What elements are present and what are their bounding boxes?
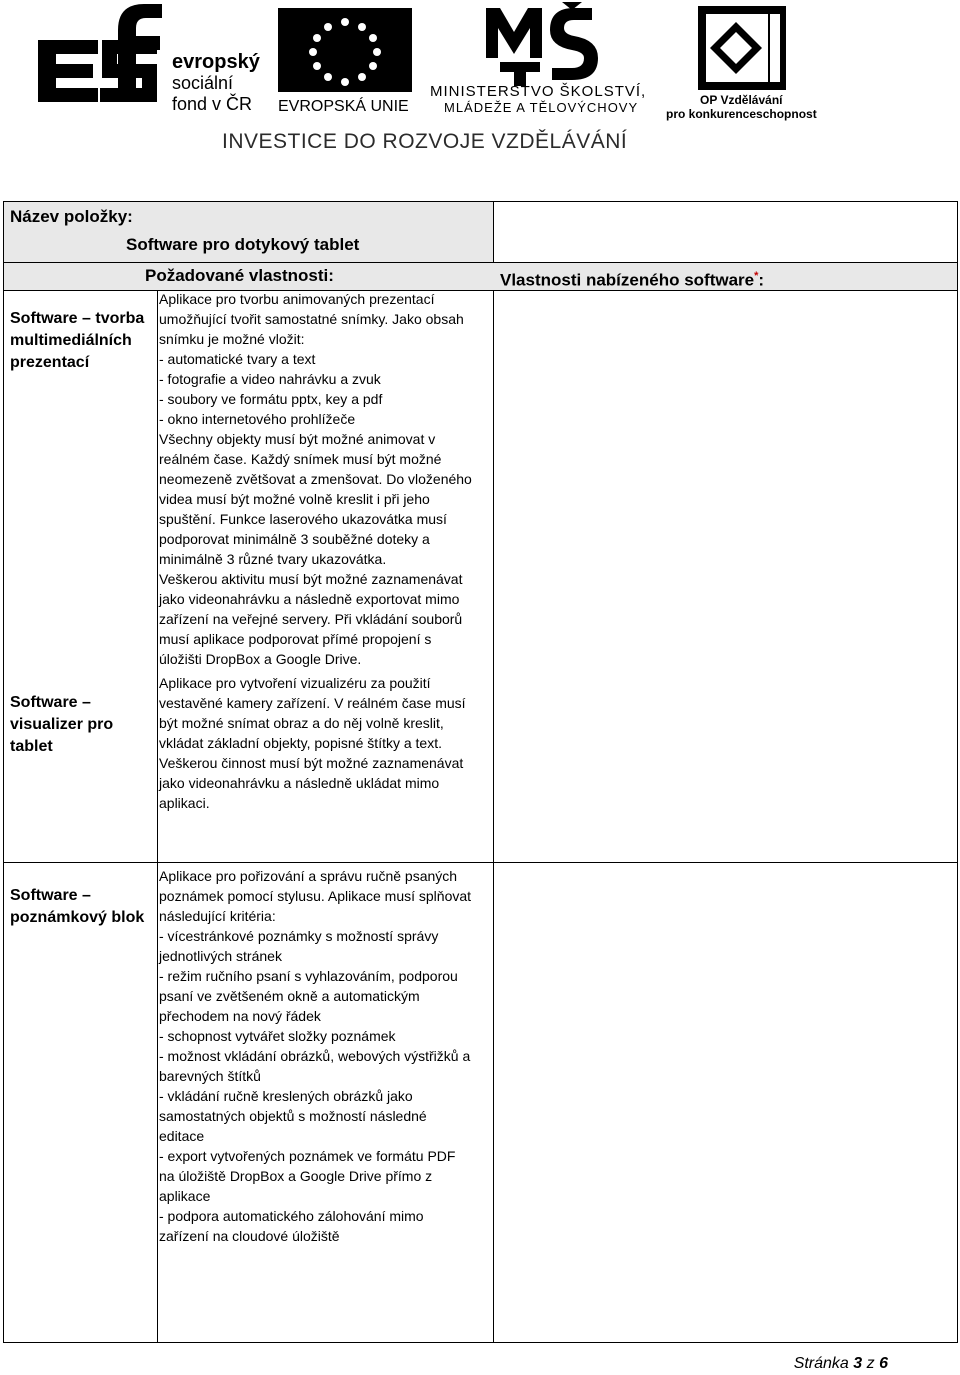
row-description-presentation: Aplikace pro tvorbu animovaných prezentací umožňující tvořit samostatné snímky. Jako obsah snímku je možné vložit: - automatické tvary a text - fotografie a video nahrávku a zvuk - soubory ve formátu pptx, key a pdf - okno internetového prohlížeče Všechny objekty musí být možné animovat v reálném čase. Každý snímek musí být možné neomezeně zvětšovat a zmenšovat. Do vloženého videa musí být možné volně kreslit i při jeho spuštění. Funkce laserového ukazovátka musí podporovat minimálně 3 souběžné doteky a minimálně 3 různé tvary ukazovátka. Veškerou aktivitu musí být možné zaznamenávat jako videonahrávku a následně exportovat mimo zařízení na veřejné servery. Při vkládání souborů musí aplikace podporovat přímé propojení s úložišti DropBox a Google Drive.: [159, 291, 472, 667]
offered-properties-colon: :: [758, 270, 765, 290]
table-vline: [157, 290, 158, 1343]
footnote-mark: *: [754, 270, 759, 282]
row-name-notebook: Software – poznámkový blok: [10, 887, 145, 926]
row-description-notebook: Aplikace pro pořizování a správu ručně psaných poznámek pomocí stylusu. Aplikace musí splňovat následující kritéria: - vícestránkové poznámky s možností správy jednotlivých stránek - režim ručního psaní s vyhlazováním, podporou psaní ve zvětšeném okně a automatickým přechodem na nový řádek - schopnost vytvářet složky poznámek - možnost vkládání obrázků, webových výstřižků a barevných štítků - vkládání ručně kreslených obrázků jako samostatných objektů s možností následné editace - export vytvořených poznámek ve formátu PDF na úložiště DropBox a Google Drive přímo z aplikace - podpora automatického zálohování mimo zařízení na cloudové úložiště: [159, 868, 472, 1244]
eu-flag-logo: [278, 8, 412, 115]
logo-bar: [0, 0, 960, 170]
msmt-logo: [430, 2, 646, 115]
op-text-1: OP Vzdělávání: [700, 93, 783, 107]
item-name-label: Název položky:: [10, 207, 133, 226]
required-properties-label: Požadované vlastnosti:: [145, 266, 334, 285]
table-hline: [3, 862, 958, 863]
offered-properties-text: Vlastnosti nabízeného software: [500, 270, 755, 290]
op-logo: [666, 6, 817, 121]
table-vline: [493, 290, 494, 1343]
page-current: 3: [853, 1355, 863, 1372]
page-total: 6: [879, 1355, 888, 1372]
msmt-text-2: MLÁDEŽE A TĚLOVÝCHOVY: [444, 100, 639, 115]
table-hline: [3, 262, 958, 263]
row-description-visualizer: Aplikace pro vytvoření vizualizéru za použití vestavěné kamery zařízení. V reálném čase musí být možné snímat obraz a do něj volně kreslit, vkládat základní objekty, popisné štítky a text. Veškerou činnost musí být možné zaznamenávat jako videonahrávku a následně ukládat mimo aplikaci.: [159, 675, 466, 811]
table-vline: [493, 201, 494, 262]
row-name-presentation: Software – tvorba multimediálních prezentací: [10, 310, 145, 371]
esf-text-2: sociální: [172, 73, 234, 93]
offered-properties-label: [500, 265, 764, 292]
msmt-text-1: MINISTERSTVO ŠKOLSTVÍ,: [430, 83, 647, 100]
program-subtitle: INVESTICE DO ROZVOJE VZDĚLÁVÁNÍ: [222, 130, 628, 153]
eu-text: EVROPSKÁ UNIE: [278, 98, 409, 115]
page-of: z: [866, 1355, 875, 1372]
row-name-visualizer: Software – visualizer pro tablet: [10, 694, 114, 755]
esf-logo: [38, 4, 261, 114]
page-number: [794, 1355, 888, 1373]
page-word: Stránka: [793, 1355, 849, 1372]
esf-text-3: fond v ČR: [172, 94, 253, 114]
product-name: Software pro dotykový tablet: [126, 235, 360, 254]
op-text-2: pro konkurenceschopnost: [666, 107, 817, 121]
esf-text-1: evropský: [172, 51, 260, 73]
